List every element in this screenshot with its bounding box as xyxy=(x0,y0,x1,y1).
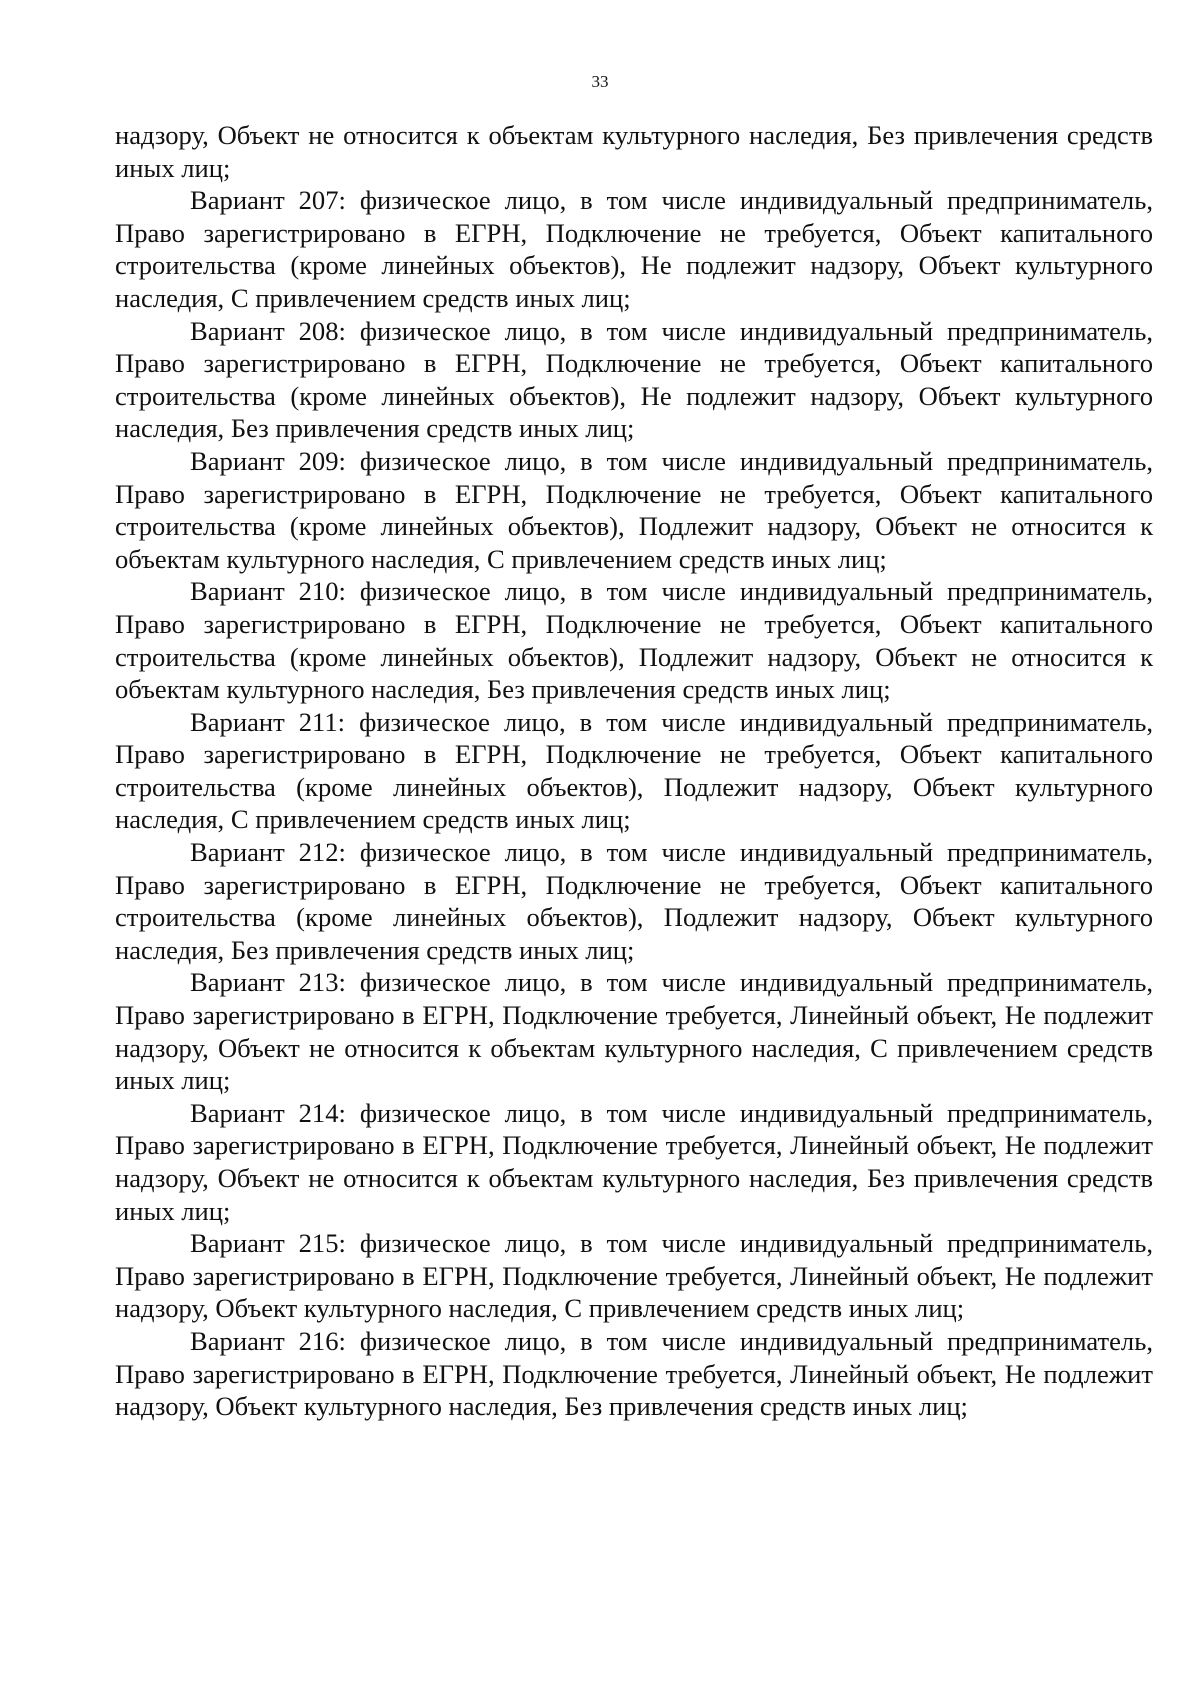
paragraph-variant-211: Вариант 211: физическое лицо, в том числе индивидуальный предприниматель, Право зарегистрировано в ЕГРН, Подключение не требуется, Объект капитального строительства (кроме линейных объектов), Подлежит надзору, Объект культурного наследия, С привлечением средств иных лиц; xyxy=(115,706,1153,835)
paragraph-variant-210: Вариант 210: физическое лицо, в том числе индивидуальный предприниматель, Право зарегистрировано в ЕГРН, Подключение не требуется, Объект капитального строительства (кроме линейных объектов), Подлежит надзору, Объект не относится к объектам культурного наследия, Без привлечения средств иных лиц; xyxy=(115,576,1153,705)
paragraph-continuation: надзору, Объект не относится к объектам культурного наследия, Без привлечения средств иных лиц; xyxy=(115,120,1153,183)
paragraph-variant-213: Вариант 213: физическое лицо, в том числе индивидуальный предприниматель, Право зарегистрировано в ЕГРН, Подключение требуется, Линейный объект, Не подлежит надзору, Объект не относится к объектам культурного наследия, С привлечением средств иных лиц; xyxy=(115,967,1153,1096)
page-number: 33 xyxy=(591,72,609,91)
paragraph-variant-216: Вариант 216: физическое лицо, в том числе индивидуальный предприниматель, Право зарегистрировано в ЕГРН, Подключение требуется, Линейный объект, Не подлежит надзору, Объект культурного наследия, Без привлечения средств иных лиц; xyxy=(115,1325,1153,1422)
document-body xyxy=(115,119,1153,1423)
paragraph-variant-209: Вариант 209: физическое лицо, в том числе индивидуальный предприниматель, Право зарегистрировано в ЕГРН, Подключение не требуется, Объект капитального строительства (кроме линейных объектов), Подлежит надзору, Объект не относится к объектам культурного наследия, С привлечением средств иных лиц; xyxy=(115,445,1153,574)
paragraph-variant-207: Вариант 207: физическое лицо, в том числе индивидуальный предприниматель, Право зарегистрировано в ЕГРН, Подключение не требуется, Объект капитального строительства (кроме линейных объектов), Не подлежит надзору, Объект культурного наследия, С привлечением средств иных лиц; xyxy=(115,185,1153,313)
paragraph-variant-212: Вариант 212: физическое лицо, в том числе индивидуальный предприниматель, Право зарегистрировано в ЕГРН, Подключение не требуется, Объект капитального строительства (кроме линейных объектов), Подлежит надзору, Объект культурного наследия, Без привлечения средств иных лиц; xyxy=(115,837,1153,965)
paragraph-variant-214: Вариант 214: физическое лицо, в том числе индивидуальный предприниматель, Право зарегистрировано в ЕГРН, Подключение требуется, Линейный объект, Не подлежит надзору, Объект не относится к объектам культурного наследия, Без привлечения средств иных лиц; xyxy=(115,1097,1153,1226)
paragraph-variant-215: Вариант 215: физическое лицо, в том числе индивидуальный предприниматель, Право зарегистрировано в ЕГРН, Подключение требуется, Линейный объект, Не подлежит надзору, Объект культурного наследия, С привлечением средств иных лиц; xyxy=(115,1228,1153,1324)
paragraph-variant-208: Вариант 208: физическое лицо, в том числе индивидуальный предприниматель, Право зарегистрировано в ЕГРН, Подключение не требуется, Объект капитального строительства (кроме линейных объектов), Не подлежит надзору, Объект культурного наследия, Без привлечения средств иных лиц; xyxy=(115,315,1153,444)
